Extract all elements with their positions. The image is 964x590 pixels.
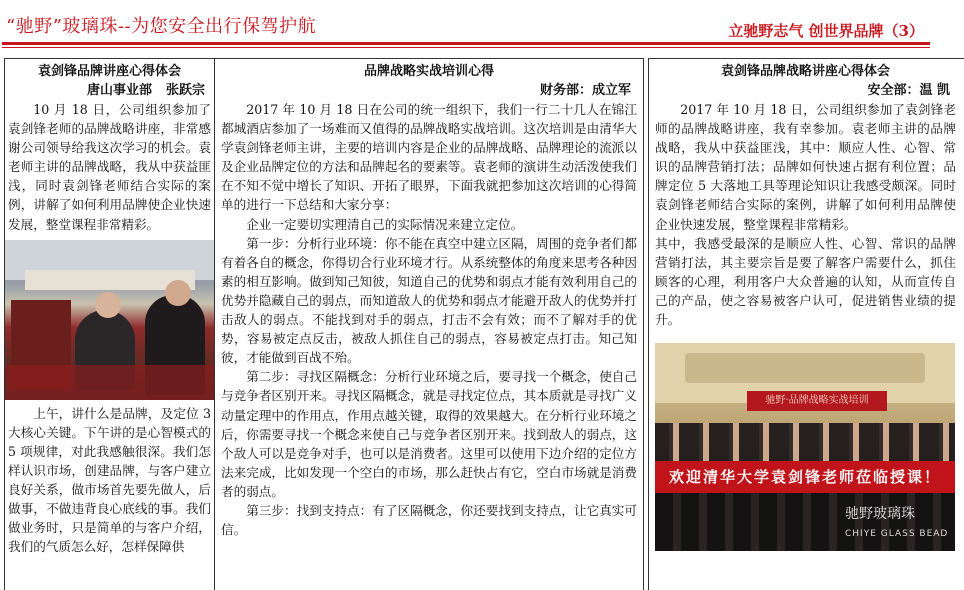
article-paragraph: 2017 年 10 月 18 日在公司的统一组织下，我们一行二十几人在锦江都城酒店参加了一场难而又值得的品牌战略实战培训。这次培训是由清华大学袁剑锋老师主讲，主要的培训内容是企业的品牌战略、品牌理论的流派以及企业品牌定位的方法和品牌起名的要素等。袁老师的演讲生动活泼使我们在不知不觉中增长了知识、开拓了眼界，下面我就把参加这次培训的心得简单的进行一下总结和大家分享： xyxy=(221,102,637,213)
article-title: 袁剑锋品牌战略讲座心得体会 xyxy=(720,64,890,79)
article-title: 品牌战略实战培训心得 xyxy=(363,64,494,79)
article-paragraph: 企业一定要切实理清自己的实际情况来建立定位。 xyxy=(246,216,524,232)
author-dept: 安全部： xyxy=(867,83,920,98)
photo-watermark-en: CHIYE GLASS BEAD xyxy=(845,529,949,540)
photo-watermark: 驰野玻璃珠 xyxy=(845,506,915,523)
newsletter-slogan: 立驰野志气 创世界品牌（3） xyxy=(728,22,924,40)
newsletter-title: “驰野”玻璃珠--为您安全出行保驾护航 xyxy=(6,16,317,37)
photo-banner: 欢迎清华大学袁剑锋老师莅临授课！ xyxy=(655,461,955,493)
article-column-left xyxy=(4,58,214,590)
article-column-right xyxy=(648,58,964,590)
article-column-middle xyxy=(214,58,644,590)
article-paragraph: 第二步：寻找区隔概念：分析行业环境之后，要寻找一个概念，使自己与竞争者区别开来。寻找区隔概念，就是寻找定位点，其本质就是寻找广义动量定理中的作用点，作用点越关键，取得的效果越大。在分析行业环境之后，你需要寻找一个概念来使自己与竞争者区别开来。找到敌人的弱点，这个敌人可以是竞争对手，也可以是消费者。这里可以使用下边介绍的定位方法来完成，比如发现一个空白的市场，那么赶快占有它，空白市场就是消费者的弱点。 xyxy=(221,369,637,499)
photo-banner-small: 驰野·品牌战略实战培训 xyxy=(747,391,887,411)
article-title: 袁剑锋品牌讲座心得体会 xyxy=(37,64,181,79)
author-dept: 财务部： xyxy=(539,83,592,98)
article-byline xyxy=(655,81,956,100)
article-paragraph: 10 月 18 日，公司组织参加了袁剑锋老师的品牌战略讲座，非常感谢公司领导给我这次学习的机会。袁老师主讲的品牌战略，我从中获益匪浅，同时袁剑锋老师结合实际的案例，讲解了如何利用品牌使企业快速发展，整堂课程非常精彩。 xyxy=(8,102,211,232)
author-name: 张跃宗 xyxy=(165,83,205,98)
author-name: 成立军 xyxy=(591,83,631,98)
article-paragraph: 第三步：找到支持点：有了区隔概念，你还要找到支持点，让它真实可信。 xyxy=(221,502,637,538)
article-paragraph: 其中，我感受最深的是顺应人性、心智、常识的品牌营销打法，其主要宗旨是要了解客户需要什么，抓住顾客的心理，利用客户大众普遍的认知，从而宣传自己的产品，使之容易被客户认可，促进销售业绩的提升。 xyxy=(655,235,956,328)
header-rule xyxy=(2,42,930,45)
article-paragraph: 上午，讲什么是品牌，及定位 3 大核心关键。下午讲的是心智模式的 5 项规律，对此我感触很深。我们怎样认识市场，创建品牌，与客户建立良好关系，做市场首先要先做人，后做事，不做违背良心底线的事。我们做业务时，只是简单的与客户介绍，我们的气质怎么好，怎样保障供 xyxy=(8,405,211,555)
author-dept: 唐山事业部 xyxy=(86,83,152,98)
article-byline xyxy=(221,81,637,100)
article-byline xyxy=(8,81,211,100)
training-room-photo xyxy=(5,240,214,400)
article-paragraph: 第一步：分析行业环境：你不能在真空中建立区隔，周围的竞争者们都有着各自的概念，你得切合行业环境才行。从系统整体的角度来思考各种因素的相互影响。做到知己知彼，知道自己的优势和弱点才能有效利用自己的优势并隐藏自己的弱点，而知道敌人的优势和弱点才能避开敌人的优势并打击敌人的弱点。不能找到对手的弱点，打击不会有效；而不了解对手的优势，容易被定点反击，被敌人抓住自己的弱点，容易被定点打击。知己知彼，才能做到百战不殆。 xyxy=(221,235,637,366)
header-rule-thin xyxy=(2,47,930,48)
author-name: 温 凯 xyxy=(919,83,950,98)
article-paragraph: 2017 年 10 月 18 日，公司组织参加了袁剑锋老师的品牌战略讲座，我有幸参加。袁老师主讲的品牌战略，我从中获益匪浅，其中：顺应人性、心智、常识的品牌营销打法；品牌如何快速占据有利位置；品牌定位 5 大落地工具等理论知识让我感受颇深。同时袁剑锋老师结合实际的案例，讲解了如何利用品牌使企业快速发展，整堂课程非常精彩。 xyxy=(655,102,956,232)
group-photo xyxy=(655,343,955,551)
